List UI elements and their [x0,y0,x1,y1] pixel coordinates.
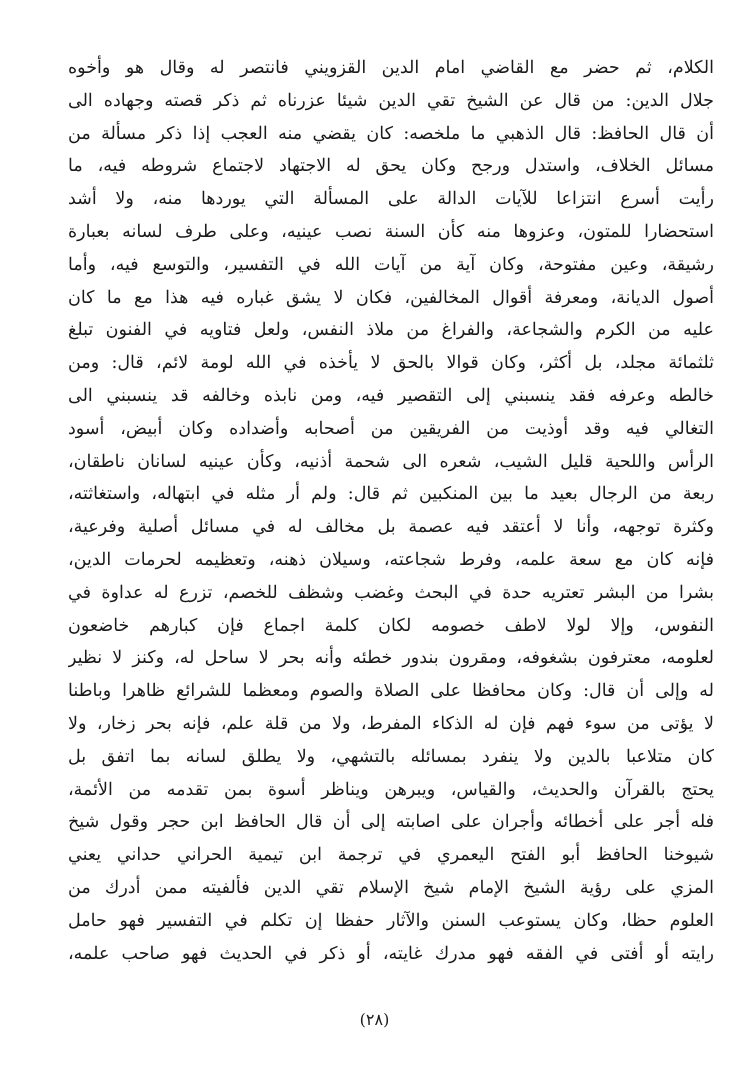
text-line: رأيت أسرع انتزاعا للآيات الدالة على المسألة التي يوردها منه، ولا أشد [68,189,714,210]
text-line: يحتج بالقرآن والحديث، والقياس، ويبرهن ويناظر أسوة بمن تقدمه من الأئمة، [68,779,714,800]
body-text [68,52,714,970]
text-line: وكثرة توجهه، وأنا لا أعتقد فيه عصمة بل مخالف له في مسائل أصلية وفرعية، [68,517,714,538]
text-line: خالطه وعرفه فقد ينسبني إلى التقصير فيه، ومن نابذه وخالفه قد ينسبني الى [68,385,714,406]
text-line: شيوخنا الحافظ أبو الفتح اليعمري في ترجمة ابن تيمية الحراني حداني يعني [68,845,714,866]
text-line: له وإلى أن قال: وكان محافظا على الصلاة والصوم ومعظما للشرائع ظاهرا وباطنا [68,681,714,702]
text-line: رايته أو أفتى في الفقه فهو مدرك غايته، أو ذكر في الحديث فهو صاحب علمه، [68,943,714,964]
text-line: الرأس واللحية قليل الشيب، شعره الى شحمة أذنيه، وكأن عينيه لسانان ناطقان، [68,451,714,472]
text-line: أصول الديانة، ومعرفة أقوال المخالفين، فكان لا يشق غباره فيه هذا مع ما كان [68,287,714,308]
text-line: رشيقة، وعين مفتوحة، وكان آية من آيات الله في التفسير، والتوسع فيه، وأما [68,254,714,275]
text-line: التغالي فيه وقد أوذيت من الفريقين من أصحابه وأضداده وكان أبيض، أسود [68,418,714,439]
text-line: استحضارا للمتون، وعزوها منه كأن السنة نصب عينيه، وعلى طرف لسانه بعبارة [68,221,714,242]
text-line: لعلومه، معترفون بشغوفه، ومقرون بندور خطئه وأنه بحر لا ساحل له، وكنز لا نظير [68,648,714,669]
text-line: فإنه كان مع سعة علمه، وفرط شجاعته، وسيلان ذهنه، وتعظيمه لحرمات الدين، [68,549,714,570]
text-line: بشرا من البشر تعتريه حدة في البحث وغضب وشظف للخصم، تزرع له عداوة في [68,582,714,603]
text-line: أن قال الحافظ: قال الذهبي ما ملخصه: كان يقضي منه العجب إذا ذكر مسألة من [68,123,714,144]
text-line: كان متلاعبا بالدين ولا ينفرد بمسائله بالتشهي، ولا يطلق لسانه بما اتفق بل [68,746,714,767]
text-line: ربعة من الرجال بعيد ما بين المنكبين ثم قال: ولم أر مثله في ابتهاله، واستغاثته، [68,484,714,505]
text-line: فله أجر على أخطائه وأجران على اصابته إلى أن قال الحافظ ابن حجر وقول شيخ [68,812,714,833]
text-line: النفوس، وإلا لولا لاطف خصومه لكان كلمة اجماع فإن كبارهم خاضعون [68,615,714,636]
text-line: عليه من الكرم والشجاعة، والفراغ من ملاذ النفس، ولعل فتاويه في الفنون تبلغ [68,320,714,341]
text-line: جلال الدين: من قال عن الشيخ تقي الدين شيئا عزرناه ثم ذكر قصته وجهاده الى [68,90,714,111]
page-number: (٢٨) [359,1010,390,1029]
text-line: الكلام، ثم حضر مع القاضي امام الدين القزويني فانتصر له وقال هو وأخوه [68,58,714,78]
text-line: لا يؤتى من سوء فهم فإن له الذكاء المفرط، ولا من قلة علم، فإنه بحر زخار، ولا [68,713,714,734]
text-line: ثلثمائة مجلد، بل أكثر، وكان قوالا بالحق لا يأخذه في الله لومة لائم، قال: ومن [68,353,714,374]
text-line: مسائل الخلاف، واستدل ورجح وكان يحق له الاجتهاد لاجتماع شروطه فيه، ما [68,156,714,177]
text-line: المزي على رؤية الشيخ الإمام شيخ الإسلام تقي الدين فألفيته ممن أدرك من [68,877,714,898]
text-line: العلوم حظا، وكان يستوعب السنن والآثار حفظا إن تكلم في التفسير فهو حامل [68,910,714,931]
